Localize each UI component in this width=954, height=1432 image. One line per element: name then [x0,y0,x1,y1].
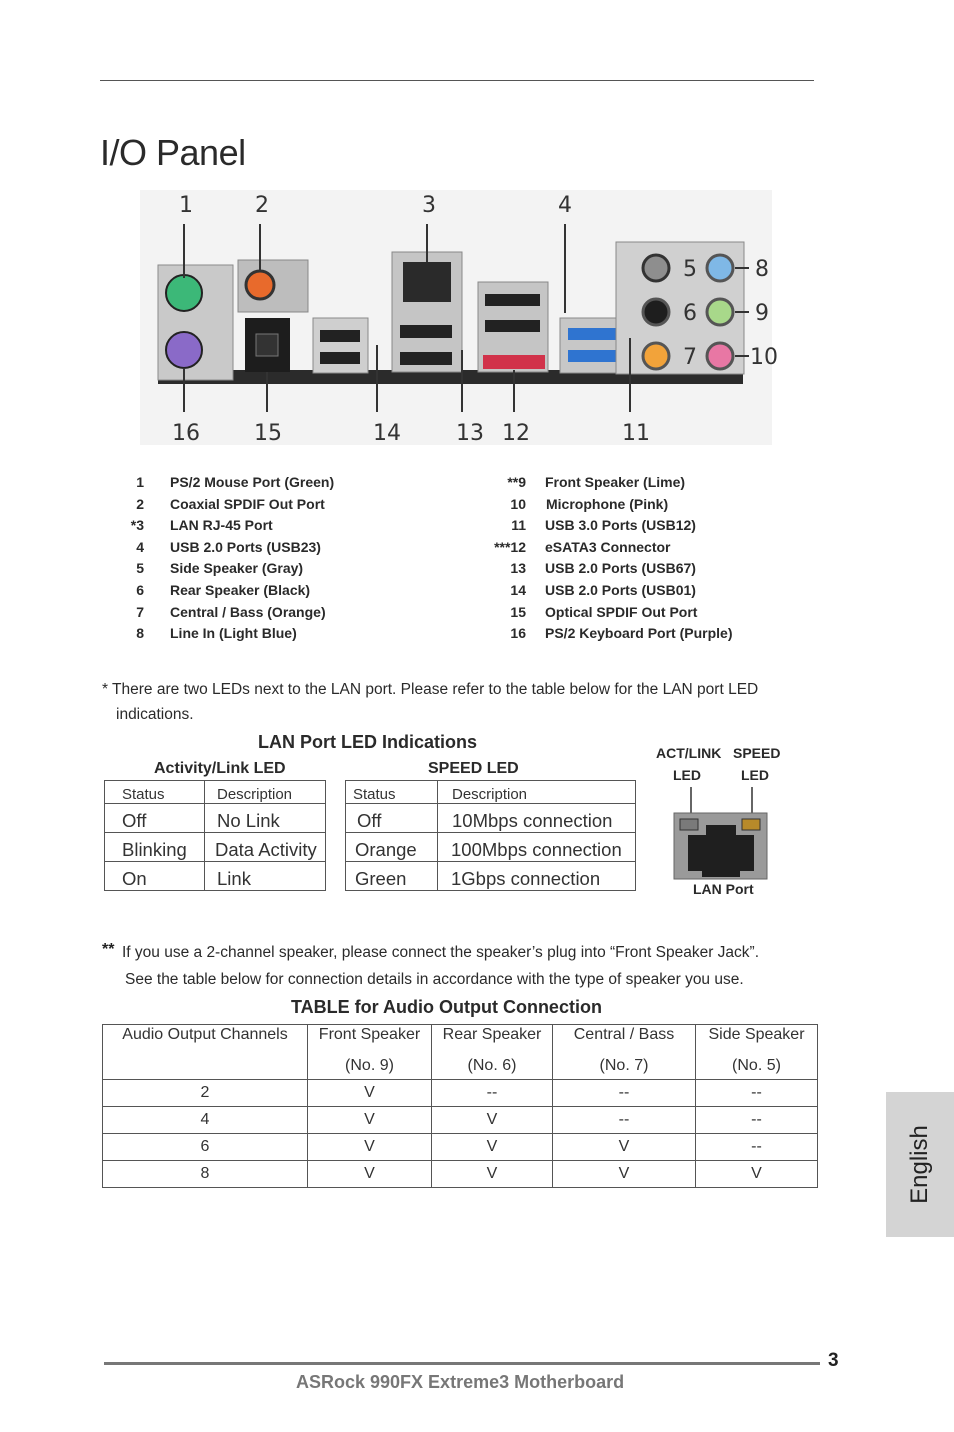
table-cell: V [432,1134,553,1161]
speaker-note-mark: ** [102,941,115,958]
table-cell: -- [553,1080,696,1107]
table-cell: Blinking [105,833,205,862]
table-cell: 10Mbps connection [438,804,636,833]
table-row [103,1134,818,1161]
audio-table-caption: TABLE for Audio Output Connection [291,997,602,1017]
table-cell: -- [553,1107,696,1134]
table-cell: V [553,1134,696,1161]
table-cell: 2 [103,1080,308,1107]
table-cell: 8 [103,1161,308,1188]
language-side-tab [886,1092,954,1237]
table-header: Description [205,781,326,804]
act-link-label: ACT/LINK [656,745,722,761]
table-cell: -- [432,1080,553,1107]
lan-note-line2: indications. [116,706,194,723]
table-cell: V [308,1080,432,1107]
table-header: Audio Output Channels [103,1025,308,1054]
page-title: I/O Panel [100,132,246,173]
table-header: Status [105,781,205,804]
speed-table-caption: SPEED LED [428,760,519,777]
callout-7: 7 [683,345,697,370]
table-header: Rear Speaker [432,1025,553,1054]
table-cell: 4 [103,1107,308,1134]
table-cell: V [696,1161,818,1188]
table-header: Front Speaker [308,1025,432,1054]
speed-led-label: LED [741,767,769,783]
table-cell: Data Activity [205,833,326,862]
callout-6: 6 [683,301,697,326]
table-cell: V [432,1107,553,1134]
table-header: Side Speaker [696,1025,818,1054]
act-link-led-label: LED [673,767,701,783]
table-cell: Green [346,862,438,891]
callout-13: 13 [456,421,484,446]
table-cell: -- [696,1134,818,1161]
page-number: 3 [828,1350,839,1371]
table-subheader: (No. 6) [432,1053,553,1080]
table-row [103,1080,818,1107]
callout-10: 10 [750,345,778,370]
speed-led-table [345,780,636,891]
audio-output-table [102,1024,818,1188]
language-tab-label: English [906,1125,933,1204]
table-row [103,1161,818,1188]
callout-4: 4 [558,193,572,218]
table-header: Central / Bass [553,1025,696,1054]
lan-led-heading: LAN Port LED Indications [258,732,478,752]
table-cell: -- [696,1107,818,1134]
table-header: Description [438,781,636,804]
lan-port-diagram [670,785,770,880]
callout-1: 1 [179,193,193,218]
top-rule [100,80,814,81]
table-cell: Orange [346,833,438,862]
lan-note-line1: * There are two LEDs next to the LAN port. Please refer to the table below for the LAN port LED [102,681,759,698]
table-cell: -- [696,1080,818,1107]
table-subheader: (No. 7) [553,1053,696,1080]
bottom-rule [104,1362,820,1365]
callout-14: 14 [373,421,401,446]
footer-title: ASRock 990FX Extreme3 Motherboard [296,1372,625,1392]
table-subheader: (No. 5) [696,1053,818,1080]
callout-8: 8 [755,257,769,282]
table-cell: Link [205,862,326,891]
table-cell: On [105,862,205,891]
speed-label: SPEED [733,745,781,761]
callout-12: 12 [502,421,530,446]
table-cell: 100Mbps connection [438,833,636,862]
io-panel-illustration [140,190,778,446]
callout-3: 3 [422,193,436,218]
callout-5: 5 [683,257,697,282]
table-cell: V [308,1134,432,1161]
table-cell: V [308,1107,432,1134]
table-cell: 1Gbps connection [438,862,636,891]
speaker-note-line1: If you use a 2-channel speaker, please connect the speaker’s plug into “Front Speaker Jack”. [122,944,760,961]
table-cell: Off [346,804,438,833]
table-row [103,1107,818,1134]
lan-port-caption: LAN Port [693,881,754,897]
table-cell: V [553,1161,696,1188]
table-subheader [103,1053,308,1080]
table-header: Status [346,781,438,804]
table-cell: V [432,1161,553,1188]
speaker-note-line2: See the table below for connection details in accordance with the type of speaker you use. [125,971,744,988]
table-cell: Off [105,804,205,833]
table-subheader: (No. 9) [308,1053,432,1080]
callout-2: 2 [255,193,269,218]
table-cell: V [308,1161,432,1188]
callout-9: 9 [755,301,769,326]
callout-15: 15 [254,421,282,446]
table-cell: 6 [103,1134,308,1161]
table-cell: No Link [205,804,326,833]
callout-11: 11 [622,421,650,446]
activity-link-table [104,780,326,891]
callout-16: 16 [172,421,200,446]
activity-table-caption: Activity/Link LED [154,760,286,777]
